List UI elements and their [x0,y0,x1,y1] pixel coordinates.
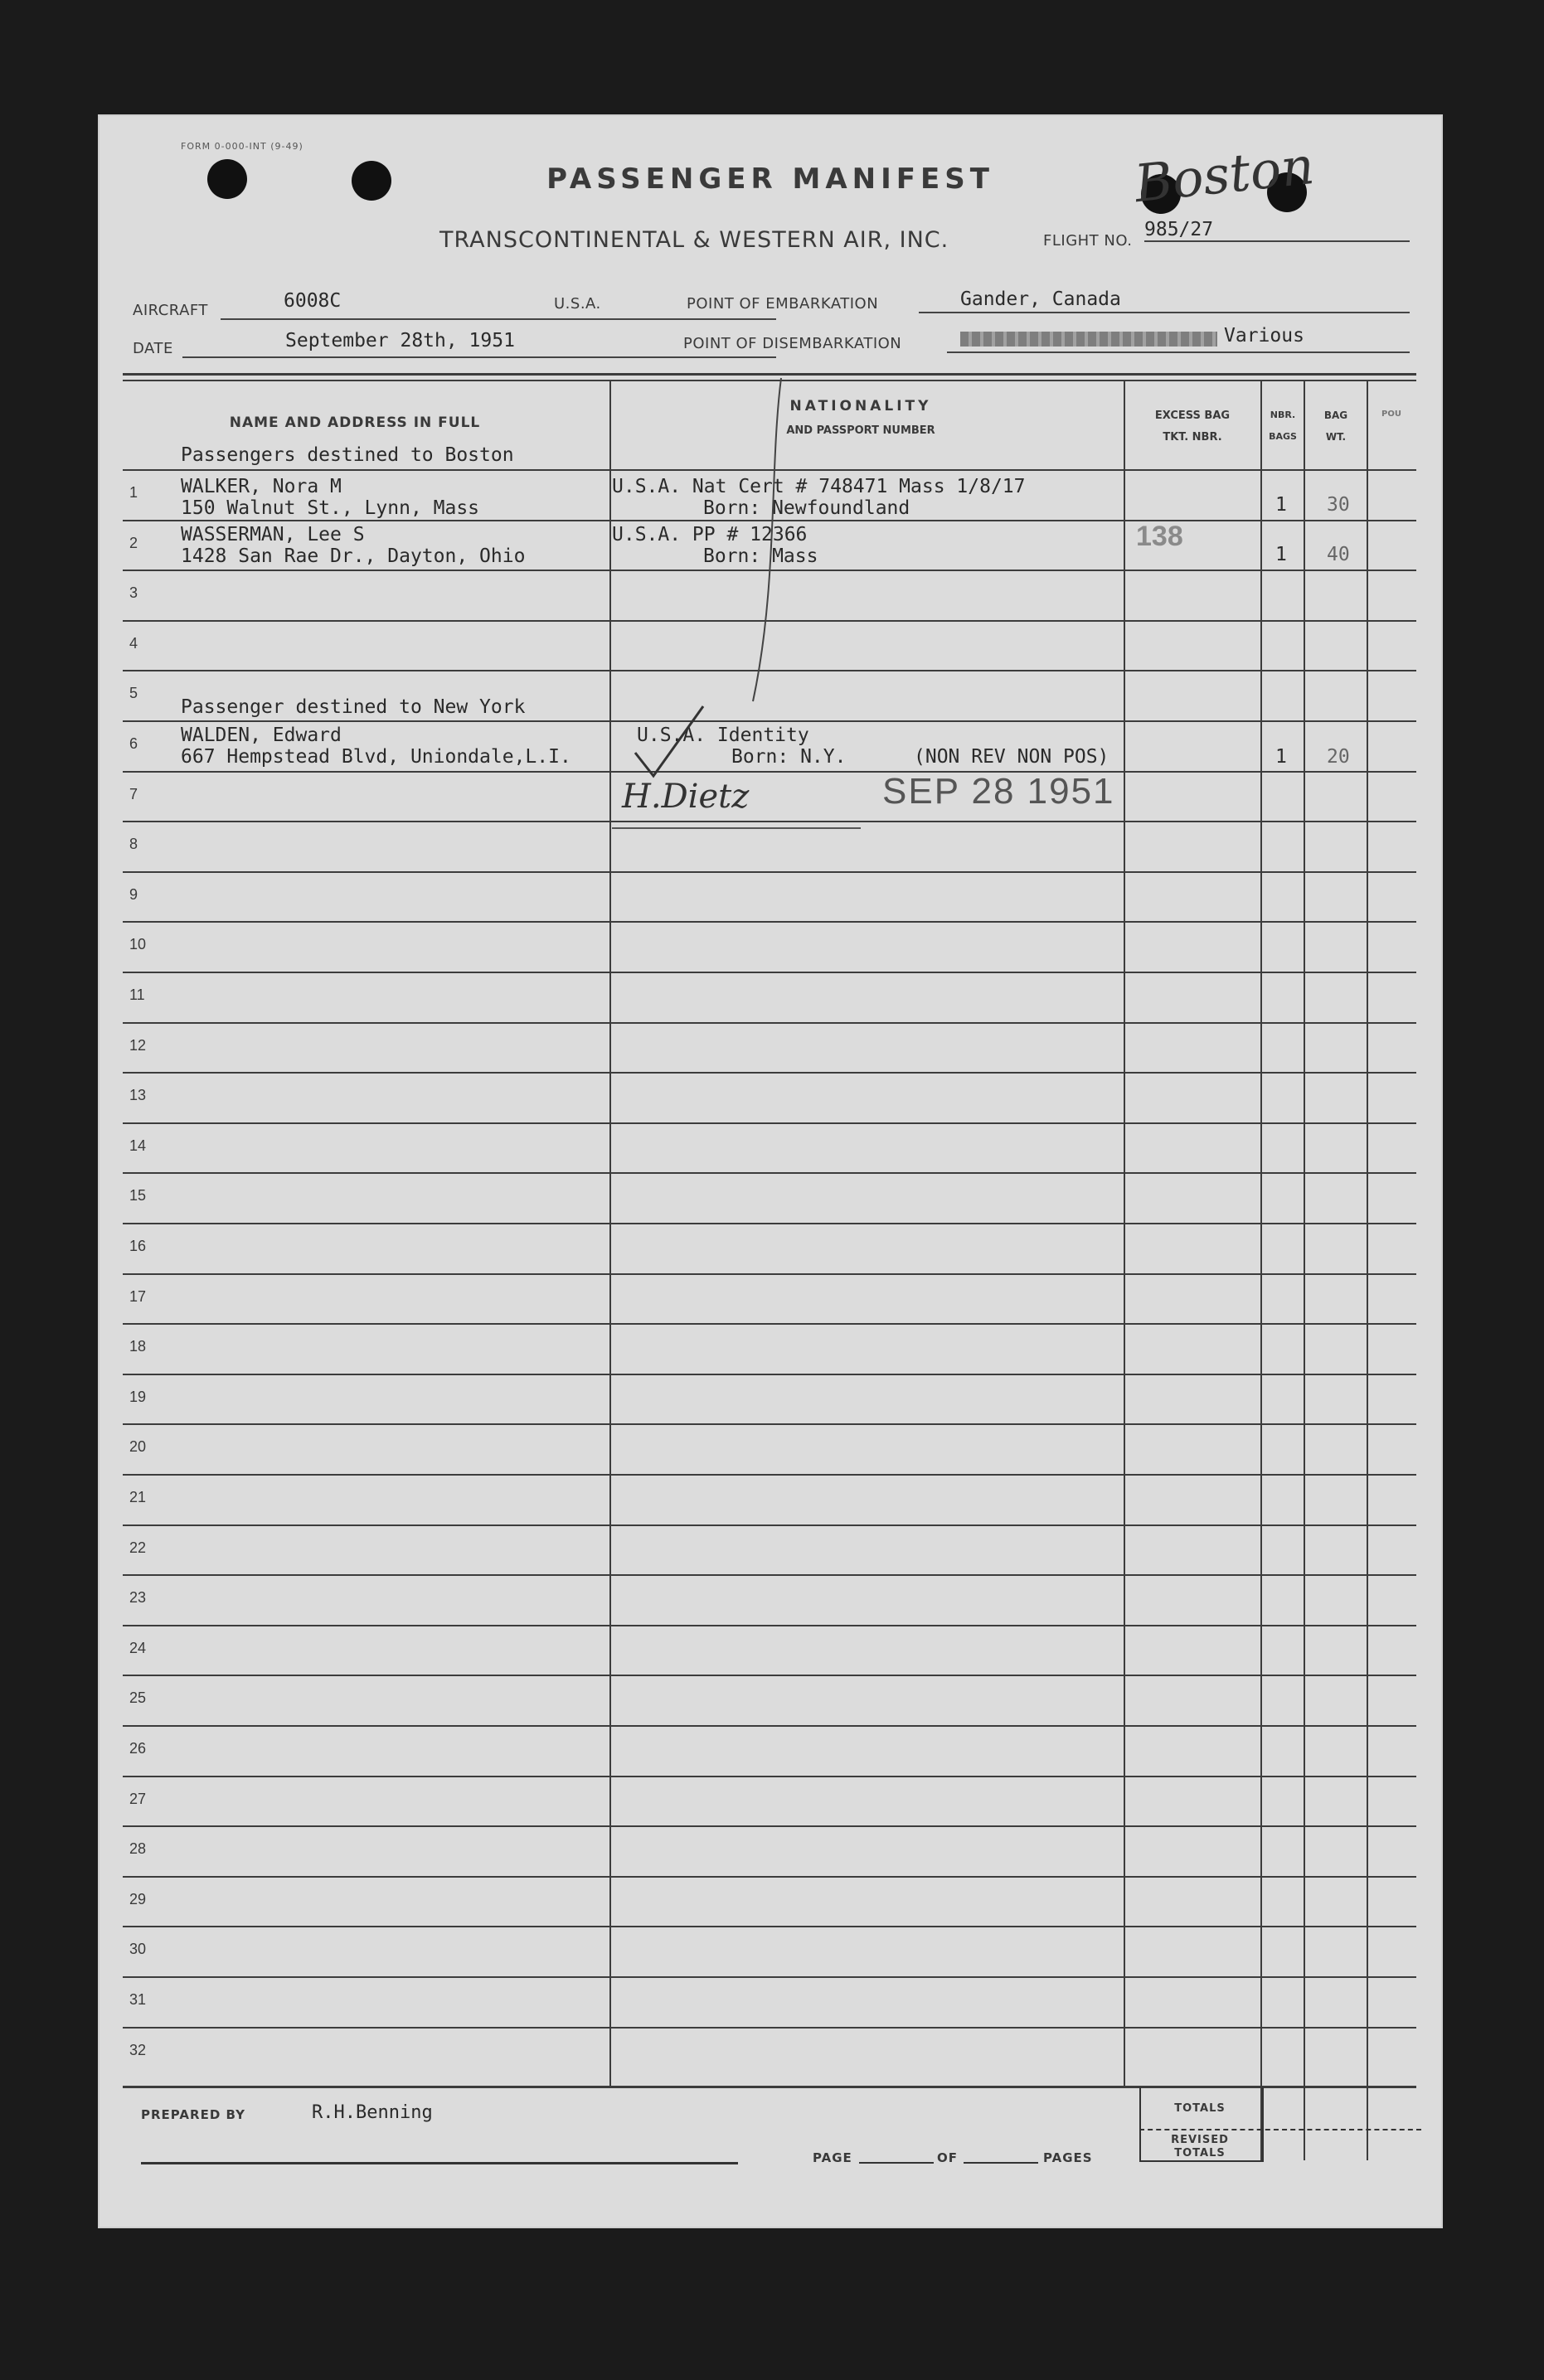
row-number: 30 [129,1941,147,1958]
column-header-nationality: NATIONALITY [789,398,932,414]
row-divider [123,1323,1416,1325]
passenger-born: Born: Newfoundland [703,497,910,519]
row-divider [123,1423,1416,1425]
column-divider [1124,380,1125,2086]
prepared-by-label: PREPARED BY [141,2107,245,2122]
row-number: 14 [129,1137,147,1154]
row-number: 18 [129,1338,147,1355]
row-number: 29 [129,1890,147,1907]
row-number: 11 [129,986,145,1003]
page-line [859,2162,934,2164]
group-heading-new-york: Passenger destined to New York [181,696,526,718]
row-number: 5 [129,685,138,702]
row-divider [123,1072,1416,1074]
flight-label: FLIGHT NO. [1043,232,1133,250]
column-header-excess: EXCESS BAG [1154,410,1231,422]
check-mark-icon [629,703,711,786]
row-number: 17 [129,1287,147,1305]
column-header-nbr: NBR. [1270,410,1296,420]
handwritten-destination: Boston [1131,134,1318,215]
prepared-by-value: R.H.Benning [312,2102,433,2123]
row-number: 2 [129,534,138,551]
row-divider [123,972,1416,973]
column-header-ticket: TKT. NBR. [1163,431,1222,444]
column-header-name: NAME AND ADDRESS IN FULL [229,414,481,431]
passenger-bags: 1 [1275,544,1287,565]
passenger-born: Born: Mass [703,545,818,567]
passenger-bags: 1 [1275,746,1287,768]
row-divider [123,1474,1416,1476]
row-number: 12 [129,1036,147,1054]
row-number: 13 [129,1087,147,1104]
row-divider [123,1172,1416,1174]
column-header-extra: POU [1381,410,1401,419]
passenger-weight: 40 [1327,544,1350,565]
of-line [964,2162,1038,2164]
revised-totals-label: TOTALS [1174,2147,1226,2159]
row-number: 26 [129,1740,147,1757]
row-divider [123,1926,1416,1927]
row-number: 1 [129,484,138,501]
page-title: PASSENGER MANIFEST [546,162,994,196]
row-divider [123,1223,1416,1224]
row-divider [123,1825,1416,1827]
passenger-nationality: U.S.A. PP # 12366 [612,524,808,545]
signature-underline [612,827,861,829]
excess-ticket-number: 138 [1136,521,1183,552]
date-line [182,356,776,358]
passenger-name: WASSERMAN, Lee S [181,524,365,545]
date-label: DATE [133,340,173,357]
row-number: 25 [129,1689,147,1707]
column-divider [1367,380,1368,2160]
row-divider [123,1876,1416,1878]
row-divider [123,1574,1416,1576]
row-number: 3 [129,584,138,602]
row-divider [123,921,1416,923]
row-divider [123,871,1416,873]
passenger-weight: 20 [1327,746,1350,768]
column-header-weight: WT. [1325,431,1347,443]
passenger-born: Born: N.Y. [731,746,847,768]
date-stamp: SEP 28 1951 [882,771,1115,812]
form-number: FORM 0-000-INT (9-49) [181,141,303,152]
group-heading-boston: Passengers destined to Boston [181,444,514,466]
passenger-note: (NON REV NON POS) [914,746,1109,768]
passenger-bags: 1 [1275,494,1287,516]
row-divider [123,1374,1416,1375]
aircraft-country: U.S.A. [554,295,601,313]
manifest-sheet [98,114,1443,2228]
column-header-bags: BAGS [1269,431,1297,442]
row-divider [123,1273,1416,1275]
row-divider [123,1976,1416,1978]
embarkation-label: POINT OF EMBARKATION [687,295,879,313]
company-name: TRANSCONTINENTAL & WESTERN AIR, INC. [439,227,949,253]
row-number: 24 [129,1639,147,1656]
row-divider [123,821,1416,822]
passenger-address: 667 Hempstead Blvd, Uniondale,L.I. [181,746,571,768]
aircraft-label: AIRCRAFT [133,302,208,319]
disembarkation-label: POINT OF DISEMBARKATION [683,335,902,352]
row-divider [123,1122,1416,1124]
row-number: 7 [129,785,138,802]
prepared-by-line [141,2162,738,2164]
row-divider [123,1675,1416,1676]
flight-number: 985/27 [1144,219,1410,242]
row-number: 9 [129,885,138,903]
struck-out-text [960,332,1217,347]
disembarkation-value: Various [1224,325,1304,347]
passenger-weight: 30 [1327,494,1350,516]
of-label: OF [937,2150,958,2165]
column-header-bag: BAG [1323,410,1348,421]
passenger-nationality: U.S.A. Nat Cert # 748471 Mass 1/8/17 [612,476,1026,497]
row-divider [123,1625,1416,1626]
totals-label: TOTALS [1174,2102,1226,2115]
passenger-name: WALKER, Nora M [181,476,342,497]
row-number: 16 [129,1238,147,1254]
row-divider [123,771,1416,773]
page-label: PAGE [813,2150,852,2165]
disembarkation-line [947,351,1410,353]
row-number: 10 [129,936,147,953]
row-number: 28 [129,1840,147,1858]
passenger-address: 150 Walnut St., Lynn, Mass [181,497,480,519]
passenger-nationality: U.S.A. Identity [637,725,809,746]
date-value: September 28th, 1951 [285,330,515,351]
row-number: 23 [129,1589,147,1607]
row-number: 8 [129,836,138,853]
column-divider [609,380,611,2086]
row-number: 20 [129,1438,147,1456]
row-divider [123,1524,1416,1526]
row-number: 6 [129,735,138,752]
row-divider [123,1022,1416,1024]
column-header-passport: AND PASSPORT NUMBER [786,424,935,437]
aircraft-line [221,318,776,320]
pen-stroke-icon [745,370,794,718]
row-number: 15 [129,1187,147,1205]
embarkation-line [919,312,1410,313]
row-number: 4 [129,634,138,652]
aircraft-value: 6008C [284,290,342,312]
column-divider [1304,380,1305,2160]
totals-divider [1139,2129,1421,2130]
passenger-name: WALDEN, Edward [181,725,342,746]
row-number: 31 [129,1991,147,2008]
signature: H.Dietz [622,778,750,816]
row-number: 22 [129,1539,147,1556]
row-number: 32 [129,2041,147,2058]
row-number: 27 [129,1790,147,1807]
passenger-address: 1428 San Rae Dr., Dayton, Ohio [181,545,526,567]
column-divider [1260,380,1262,2160]
row-divider [123,1725,1416,1727]
revised-label: REVISED [1171,2134,1229,2146]
row-number: 21 [129,1489,147,1505]
embarkation-value: Gander, Canada [960,288,1121,310]
row-divider [123,2027,1416,2029]
row-number: 19 [129,1388,147,1405]
row-divider [123,720,1416,722]
row-divider [123,1776,1416,1777]
pages-label: PAGES [1043,2150,1093,2165]
